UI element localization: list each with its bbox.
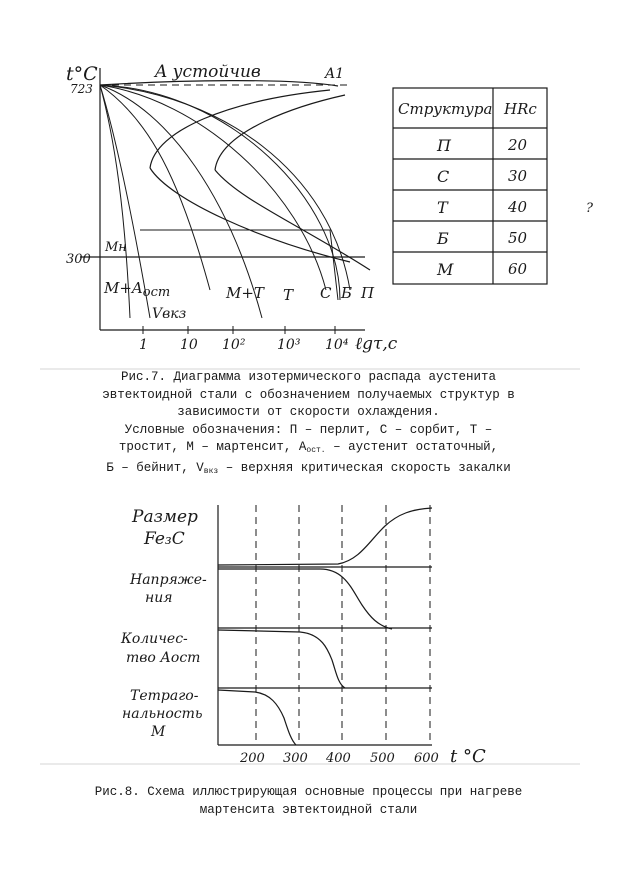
fig7-y-axis-label: t°C — [66, 63, 98, 85]
fig7-caption-line: эвтектоидной стали с обозначением получаемых структур в — [102, 387, 515, 402]
fig7-region-m-aost-main: M+A — [104, 279, 143, 297]
fig7-start-curve-lower — [150, 168, 350, 262]
table-cell-structure: C — [437, 167, 450, 186]
fig8-label-tetra-l2: нальность — [122, 706, 203, 722]
table-header-structure: Структура — [398, 100, 493, 118]
fig8-caption — [0, 784, 617, 819]
fig7-xtick-label: 10 — [180, 337, 198, 353]
fig7-finish-curve-lower — [215, 170, 370, 270]
table-cell-structure: T — [437, 198, 448, 217]
table-header-hrc: HRc — [504, 100, 537, 118]
fig7-vkz-label: Vвкз — [152, 306, 187, 322]
fig7-caption-line-legend — [0, 460, 617, 481]
fig8-x-axis-label: t °C — [450, 746, 486, 767]
fig7-finish-curve-upper — [215, 95, 345, 170]
fig7-caption-line: зависимости от скорости охлаждения. — [177, 405, 440, 419]
fig7-xtick-label: 10⁴ — [325, 337, 349, 353]
table-cell-hrc: 50 — [508, 229, 528, 247]
fig7-xtick-label: 1 — [139, 337, 148, 353]
fig7-xtick-label: 10³ — [277, 337, 301, 353]
fig7-cooling-mt — [100, 85, 210, 290]
margin-mark: ? — [586, 201, 593, 216]
fig7-region-t: T — [283, 286, 294, 304]
fig8-label-stress-l1: Напряже- — [130, 572, 207, 588]
table-cell-hrc: 30 — [508, 167, 528, 185]
fig7-caption — [0, 369, 617, 480]
fig8-caption-line: Рис.8. Схема иллюстрирующая основные процессы при нагреве — [94, 785, 523, 799]
fig8-curve-stress — [218, 569, 392, 629]
fig7-title-label: A устойчив — [155, 62, 261, 82]
caption-text: – аустенит остаточный, — [325, 440, 499, 454]
fig7-hardness-table — [393, 88, 547, 284]
fig8-curve-fe3c-size — [218, 508, 432, 565]
fig7-region-p: П — [361, 284, 375, 302]
fig8-label-aost-l1: Количес- — [121, 631, 188, 647]
fig7-start-curve-upper — [150, 90, 330, 168]
table-cell-structure: M — [437, 260, 454, 279]
fig8-label-tetra-l3: M — [151, 724, 166, 740]
table-cell-hrc: 40 — [508, 198, 528, 216]
fig7-caption-line: Рис.7. Диаграмма изотермического распада аустенита — [120, 370, 497, 384]
fig7-xtick-label: 10² — [222, 337, 246, 353]
fig7-diagram — [66, 62, 398, 354]
table-cell-hrc: 60 — [508, 260, 528, 278]
fig7-region-m-aost — [103, 279, 170, 300]
fig7-region-m-aost-sub: ост — [142, 285, 171, 300]
fig7-x-axis-label: ℓgτ,c — [355, 334, 398, 354]
fig8-label-size-l1: Размер — [132, 507, 198, 527]
caption-subscript: вкз — [203, 466, 219, 476]
fig8-label-tetra-l1: Тетраго- — [130, 688, 199, 704]
fig7-region-mt: M+T — [226, 284, 264, 302]
fig8-label-stress-l2: ния — [145, 590, 173, 606]
table-cell-structure: П — [437, 136, 451, 155]
fig7-ytick-300: 300 — [66, 252, 91, 267]
fig7-caption-line: Условные обозначения: П – перлит, С – сорбит, Т – — [124, 422, 493, 437]
fig7-ytick-723: 723 — [70, 82, 93, 96]
caption-text: – верхняя критическая скорость закалки — [218, 460, 511, 475]
fig8-label-aost-l2: тво Аост — [126, 650, 201, 666]
caption-subscript: ост. — [306, 446, 326, 455]
fig8-curve-aost — [218, 630, 345, 688]
table-cell-hrc: 20 — [508, 136, 528, 154]
fig7-region-c: C — [320, 284, 332, 302]
fig8-xtick-label: 500 — [370, 751, 395, 766]
fig8-xtick-label: 200 — [240, 751, 265, 766]
fig8-curve-tetragonality — [218, 690, 296, 745]
fig7-a1-label: A1 — [325, 66, 345, 82]
table-cell-structure: Б — [437, 229, 449, 248]
caption-text: тростит, М – мартенсит, А — [118, 440, 307, 454]
fig7-cooling-p — [100, 85, 350, 290]
fig8-label-size-l2: Fe₃C — [144, 529, 185, 549]
fig7-cooling-b — [100, 85, 340, 300]
fig7-caption-line-legend — [0, 439, 617, 460]
fig8-xtick-label: 600 — [414, 751, 439, 766]
fig7-region-b: Б — [341, 284, 353, 302]
fig8-xtick-label: 300 — [283, 751, 308, 766]
caption-text: Б – бейнит, V — [106, 460, 204, 475]
fig8-caption-line: мартенсита эвтектоидной стали — [199, 802, 418, 817]
fig7-mn-label: Mн — [105, 240, 127, 255]
fig8-xtick-label: 400 — [326, 751, 351, 766]
fig8-diagram — [120, 505, 486, 767]
